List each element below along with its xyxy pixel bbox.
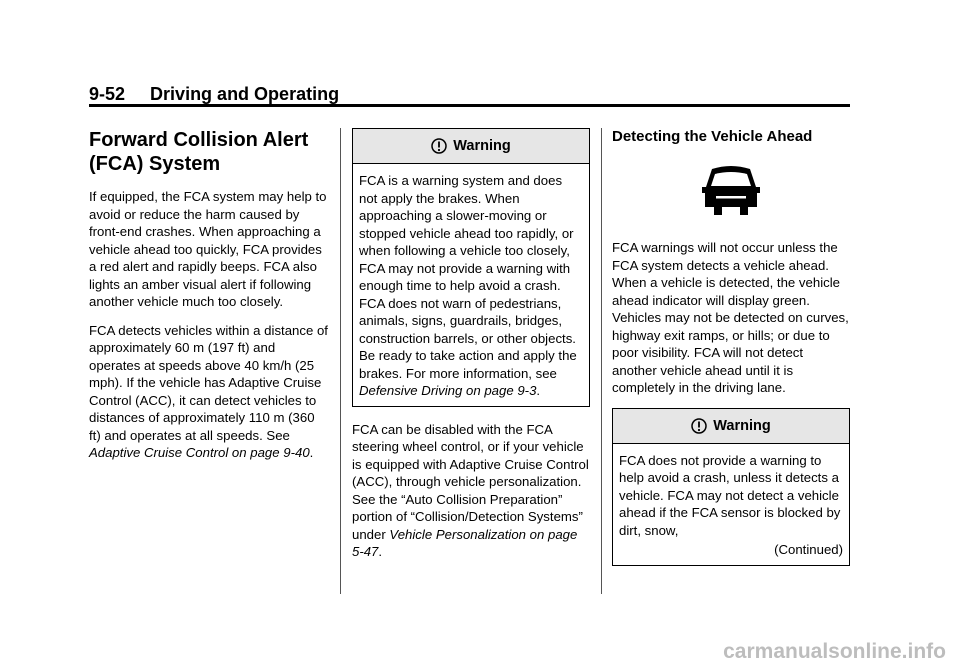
warning-icon bbox=[691, 418, 707, 434]
warning-header bbox=[353, 129, 589, 164]
detection-info-paragraph: FCA warnings will not occur unless the FCA system detects a vehicle ahead. When a vehicle is detected, the vehicle ahead indicator will display green. Vehicles may not be detected on curves, highway exit ramps, or hills; or due to poor visibility. FCA will not detect another vehicle ahead until it is completely in the driving lane. bbox=[612, 240, 849, 395]
column-1 bbox=[89, 128, 329, 473]
warning-icon bbox=[431, 138, 447, 154]
defensive-driving-link[interactable]: Defensive Driving on page 9-3 bbox=[359, 383, 537, 398]
column-divider bbox=[601, 128, 602, 594]
detection-paragraph: FCA detects vehicles within a distance of approximately 60 m (197 ft) and operates at speeds above 40 km/h (25 mph). If the vehicle has Adaptive Cruise Control (ACC), it can detect vehicles to distances of approximately 110 m (360 ft) and operates at all speeds. See Adaptive Cruise Control on page 9-40. bbox=[89, 322, 328, 460]
section-title: Driving and Operating bbox=[150, 84, 340, 104]
vehicle-personalization-link[interactable]: Vehicle Personalization on page 5-47 bbox=[352, 526, 578, 559]
section-heading: Forward Collision Alert (FCA) System bbox=[89, 129, 309, 175]
warning-body: FCA is a warning system and does not apply the brakes. When approaching a slower-moving or stopped vehicle ahead too rapidly, or when following a vehicle too closely, FCA may not provide a warning with enough time to help avoid a crash. FCA does not warn of pedestrians, animals, signs, guardrails, bridges, construction barrels, or other objects. Be ready to take action and apply the brakes. For more information, see Defensive Driving on page 9-3. bbox=[359, 173, 577, 398]
page-header bbox=[89, 84, 339, 105]
column-divider bbox=[340, 128, 341, 594]
page-number: 9-52 bbox=[89, 84, 126, 104]
column-2 bbox=[352, 128, 590, 572]
vehicle-ahead-icon bbox=[700, 165, 762, 217]
continued-label: (Continued) bbox=[774, 542, 843, 557]
subsection-heading: Detecting the Vehicle Ahead bbox=[612, 128, 813, 145]
acc-reference-link[interactable]: Adaptive Cruise Control on page 9-40 bbox=[89, 445, 310, 460]
disable-paragraph: FCA can be disabled with the FCA steering wheel control, or if your vehicle is equipped with Adaptive Cruise Control (ACC), through vehicle personalization. See the “Auto Collision Preparation” portion of “Collision/Detection Systems” under Vehicle Personalization on page 5-47. bbox=[352, 421, 589, 559]
warning-body: FCA does not provide a warning to help avoid a crash, unless it detects a vehicle. FCA may not detect a vehicle ahead if the FCA sensor is blocked by dirt, snow, (Continued) bbox=[619, 452, 843, 557]
warning-label: Warning bbox=[713, 417, 771, 434]
warning-box bbox=[612, 408, 850, 566]
intro-paragraph: If equipped, the FCA system may help to avoid or reduce the harm caused by front-end crashes. When approaching a vehicle ahead too quickly, FCA provides a red alert and rapidly beeps. FCA also lights an amber visual alert if following another vehicle much too closely. bbox=[89, 189, 327, 309]
header-rule bbox=[89, 104, 850, 107]
detection-text: FCA detects vehicles within a distance of approximately 60 m (197 ft) and operates at speeds above 40 km/h (25 mph). If the vehicle has Adaptive Cruise Control (ACC), it can detect vehicles to distances of approximately 110 m (360 ft) and operates at all speeds. See bbox=[89, 322, 328, 443]
warning-header bbox=[613, 409, 849, 444]
watermark: carmanualsonline.info bbox=[723, 640, 946, 663]
warning-label: Warning bbox=[453, 138, 511, 154]
column-3 bbox=[612, 128, 850, 580]
warning-box bbox=[352, 128, 590, 407]
